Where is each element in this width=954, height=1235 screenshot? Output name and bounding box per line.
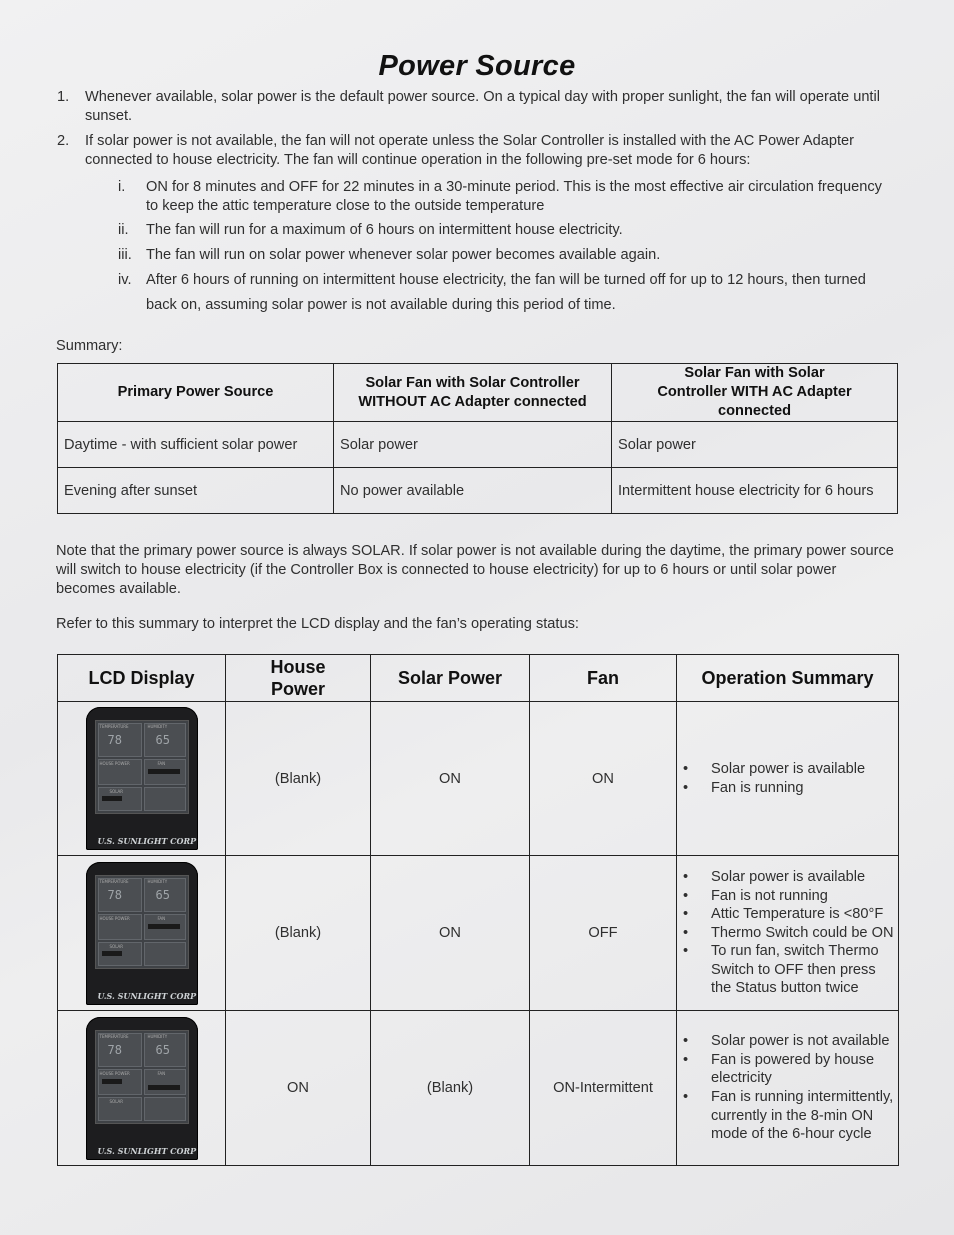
item-text: If solar power is not available, the fan will not operate unless the Solar Controller is installed with the AC Power Adapter connected to house electricity. The fan will continue operation in the following pre-set mode for 6 hours: <box>85 133 855 168</box>
table-cell: Intermittent house electricity for 6 hours <box>612 468 898 514</box>
lcd-display-cell <box>58 1011 226 1166</box>
solar-power-cell: ON <box>371 702 530 856</box>
list-item: • Fan is running intermittently, currently in the 8-min ON mode of the 6-hour cycle <box>711 1088 898 1144</box>
table-header: Primary Power Source <box>58 364 334 422</box>
operation-summary-cell <box>677 1011 899 1166</box>
blank-cell <box>144 1097 186 1121</box>
house-power-cell: ON <box>226 1011 371 1166</box>
table-cell: Solar power <box>612 422 898 468</box>
list-item: • Solar power is not available <box>711 1032 898 1051</box>
lcd-display-image <box>86 707 198 850</box>
operation-summary-cell <box>677 856 899 1011</box>
table-header: Solar Power <box>371 655 530 702</box>
temperature-label: TEMPERATURE <box>99 724 129 729</box>
brand-logo: U.S. SUNLIGHT CORP <box>97 836 197 846</box>
fan-indicator <box>148 1085 180 1090</box>
house-power-cell: (Blank) <box>226 702 371 856</box>
item-text: Whenever available, solar power is the default power source. On a typical day with proper sunlight, the fan will operate until sunset. <box>85 89 880 124</box>
house-power-label: HOUSE POWER <box>99 761 130 766</box>
summary-label: Summary: <box>56 338 123 354</box>
lcd-screen <box>95 1030 189 1124</box>
list-item: • Solar power is available <box>711 868 898 887</box>
lcd-display-image <box>86 1017 198 1160</box>
solar-power-cell: ON <box>371 856 530 1011</box>
fan-label: FAN <box>157 1070 166 1076</box>
summary-table <box>57 363 898 514</box>
list-item: • Solar power is available <box>711 760 898 779</box>
solar-label: SOLAR <box>109 943 124 949</box>
operation-list <box>677 760 898 797</box>
subitem-number: iii. <box>118 247 132 263</box>
solar-indicator <box>102 796 122 801</box>
solar-indicator <box>102 951 122 956</box>
subitem-text: The fan will run for a maximum of 6 hours on intermittent house electricity. <box>146 222 623 238</box>
list-item: • Fan is not running <box>711 887 898 906</box>
humidity-value: 65 <box>155 887 170 902</box>
lcd-display-cell <box>58 856 226 1011</box>
table-header: House Power <box>226 655 371 702</box>
operation-list <box>677 868 898 998</box>
list-item: • Fan is running <box>711 779 898 798</box>
item-number: 1. <box>57 89 70 105</box>
subitem-text: The fan will run on solar power whenever solar power becomes available again. <box>146 247 661 263</box>
subitem-text: After 6 hours of running on intermittent house electricity, the fan will be turned off for up to 12 hours, then turned back on, assuming solar power is not available during this period of time. <box>146 272 866 313</box>
table-header: Solar Fan with Solar Controller WITH AC Adapter connected <box>612 364 898 422</box>
page-title: Power Source <box>378 50 576 82</box>
temperature-label: TEMPERATURE <box>99 878 129 884</box>
fan-cell: ON <box>530 702 677 856</box>
house-power-cell: (Blank) <box>226 856 371 1011</box>
subitem-number: i. <box>118 179 126 195</box>
subitem-number: ii. <box>118 222 129 238</box>
house-power-indicator <box>102 1079 122 1084</box>
fan-indicator <box>148 924 180 929</box>
item-number: 2. <box>57 133 70 149</box>
table-cell: No power available <box>334 468 612 514</box>
list-item: • Fan is powered by house electricity <box>711 1051 898 1088</box>
temperature-value: 78 <box>107 733 122 747</box>
humidity-label: HUMIDITY <box>147 724 168 729</box>
operation-list <box>677 1032 898 1144</box>
humidity-label: HUMIDITY <box>147 878 168 884</box>
solar-label: SOLAR <box>109 789 124 794</box>
lcd-display-image <box>86 862 198 1005</box>
fan-label: FAN <box>157 915 166 921</box>
table-cell: Solar power <box>334 422 612 468</box>
table-header: Operation Summary <box>677 655 899 702</box>
lcd-display-cell <box>58 702 226 856</box>
table-row <box>58 422 898 468</box>
lcd-screen <box>95 720 189 814</box>
refer-paragraph: Refer to this summary to interpret the LCD display and the fan’s operating status: <box>56 616 579 632</box>
status-table <box>57 654 899 1166</box>
humidity-label: HUMIDITY <box>147 1033 168 1039</box>
operation-summary-cell <box>677 702 899 856</box>
list-item: • Thermo Switch could be ON <box>711 924 898 943</box>
house-power-label: HOUSE POWER <box>99 915 130 921</box>
solar-power-cell: (Blank) <box>371 1011 530 1166</box>
blank-cell <box>144 787 186 811</box>
table-header-row <box>58 655 899 702</box>
table-header: Fan <box>530 655 677 702</box>
humidity-value: 65 <box>155 1042 170 1057</box>
list-item: • To run fan, switch Thermo Switch to OFF then press the Status button twice <box>711 942 898 998</box>
table-row <box>58 468 898 514</box>
table-row <box>58 856 899 1011</box>
brand-logo: U.S. SUNLIGHT CORP <box>97 990 197 1001</box>
table-header: LCD Display <box>58 655 226 702</box>
table-cell: Daytime - with sufficient solar power <box>58 422 334 468</box>
fan-cell: OFF <box>530 856 677 1011</box>
subitem-number: iv. <box>118 272 132 288</box>
table-header: Solar Fan with Solar Controller WITHOUT AC Adapter connected <box>334 364 612 422</box>
note-paragraph: Note that the primary power source is always SOLAR. If solar power is not available during the daytime, the primary power source will switch to house electricity (if the Controller Box is connected to house electricity) for up to 6 hours or until solar power becomes available. <box>56 543 894 597</box>
humidity-value: 65 <box>155 733 170 747</box>
fan-label: FAN <box>157 761 166 766</box>
temperature-value: 78 <box>107 1042 122 1057</box>
table-row <box>58 1011 899 1166</box>
house-power-label: HOUSE POWER <box>99 1070 130 1076</box>
solar-label: SOLAR <box>109 1098 124 1104</box>
temperature-value: 78 <box>107 887 122 902</box>
brand-logo: U.S. SUNLIGHT CORP <box>97 1145 197 1156</box>
subitem-text: ON for 8 minutes and OFF for 22 minutes in a 30-minute period. This is the most effective air circulation frequency to keep the attic temperature close to the outside temperature <box>146 179 882 214</box>
fan-indicator <box>148 769 180 774</box>
table-cell: Evening after sunset <box>58 468 334 514</box>
lcd-screen <box>95 875 189 969</box>
table-header-row <box>58 364 898 422</box>
table-row <box>58 702 899 856</box>
blank-cell <box>144 942 186 966</box>
temperature-label: TEMPERATURE <box>99 1033 129 1039</box>
fan-cell: ON-Intermittent <box>530 1011 677 1166</box>
list-item: • Attic Temperature is <80°F <box>711 905 898 924</box>
